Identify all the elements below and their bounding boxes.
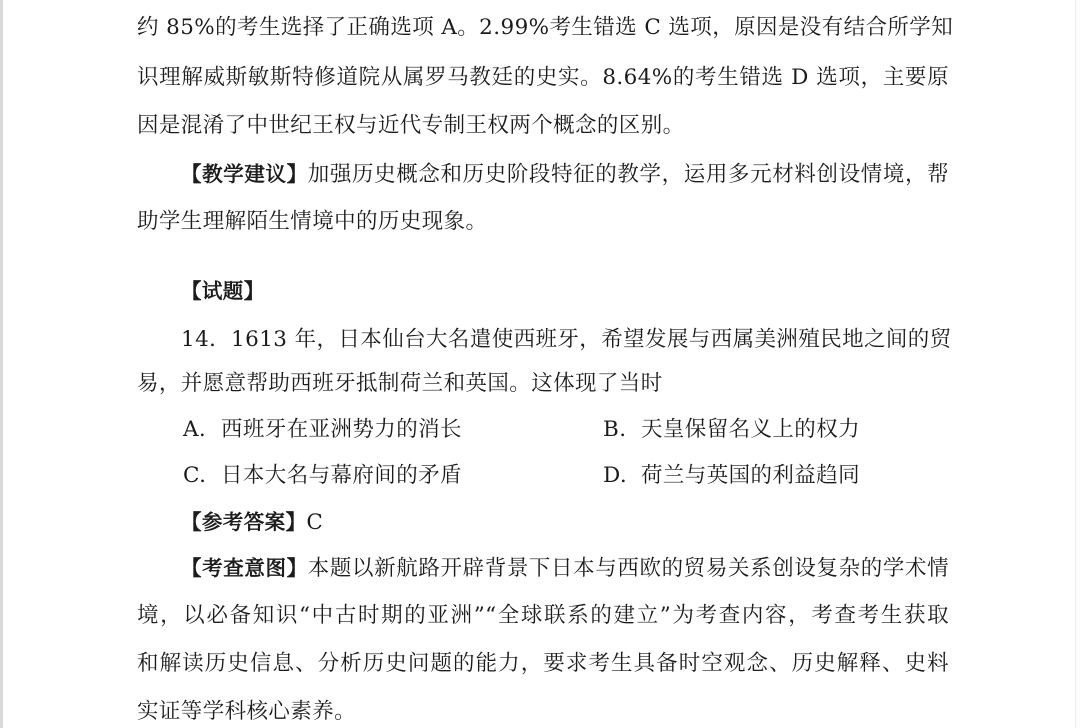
page-right-border (1075, 0, 1076, 728)
reference-answer-line (181, 507, 949, 537)
exam-intent-line-4: 实证等学科核心素养。 (137, 699, 357, 724)
option-b (603, 415, 860, 445)
option-d-letter: D. (603, 463, 628, 488)
teaching-suggestion-text-1: 加强历史概念和历史阶段特征的教学，运用多元材料创设情境，帮 (307, 162, 950, 187)
option-b-letter: B. (603, 417, 627, 442)
question-stem-line-2: 易，并愿意帮助西班牙抵制荷兰和英国。这体现了当时 (137, 371, 663, 396)
exam-intent-text-1: 本题以新航路开辟背景下日本与西欧的贸易关系创设复杂的学术情 (307, 556, 950, 581)
exam-intent-label: 【考查意图】 (181, 556, 308, 580)
reference-answer-label: 【参考答案】 (181, 510, 307, 534)
option-a (183, 415, 462, 445)
option-a-letter: A. (183, 417, 207, 442)
page-left-border (0, 0, 3, 728)
option-c-letter: C. (183, 463, 207, 488)
analysis-line-2: 识理解威斯敏斯特修道院从属罗马教廷的史实。8.64%的考生错选 D 选项，主要原 (137, 65, 949, 90)
exam-intent-line-1 (181, 553, 949, 583)
teaching-suggestion-line-2: 助学生理解陌生情境中的历史现象。 (137, 209, 488, 234)
option-d-text: 荷兰与英国的利益趋同 (641, 463, 861, 488)
reference-answer-value: C (306, 510, 324, 535)
question-label: 【试题】 (181, 279, 265, 303)
option-b-text: 天皇保留名义上的权力 (641, 417, 861, 442)
teaching-suggestion-line-1 (181, 159, 949, 189)
option-c-text: 日本大名与幕府间的矛盾 (221, 463, 462, 488)
teaching-suggestion-label: 【教学建议】 (181, 162, 308, 186)
analysis-line-1: 约 85%的考生选择了正确选项 A。2.99%考生错选 C 选项，原因是没有结合所学知 (137, 15, 954, 40)
option-d (603, 461, 860, 491)
exam-intent-line-2: 境，以必备知识“中古时期的亚洲”“全球联系的建立”为考查内容，考查考生获取 (137, 603, 949, 628)
analysis-line-3: 因是混淆了中世纪王权与近代专制王权两个概念的区别。 (137, 113, 685, 138)
option-a-text: 西班牙在亚洲势力的消长 (221, 417, 462, 442)
option-c (183, 461, 462, 491)
exam-intent-line-3: 和解读历史信息、分析历史问题的能力，要求考生具备时空观念、历史解释、史料 (137, 651, 949, 676)
question-stem-line-1: 14．1613 年，日本仙台大名遣使西班牙，希望发展与西属美洲殖民地之间的贸 (181, 327, 952, 352)
